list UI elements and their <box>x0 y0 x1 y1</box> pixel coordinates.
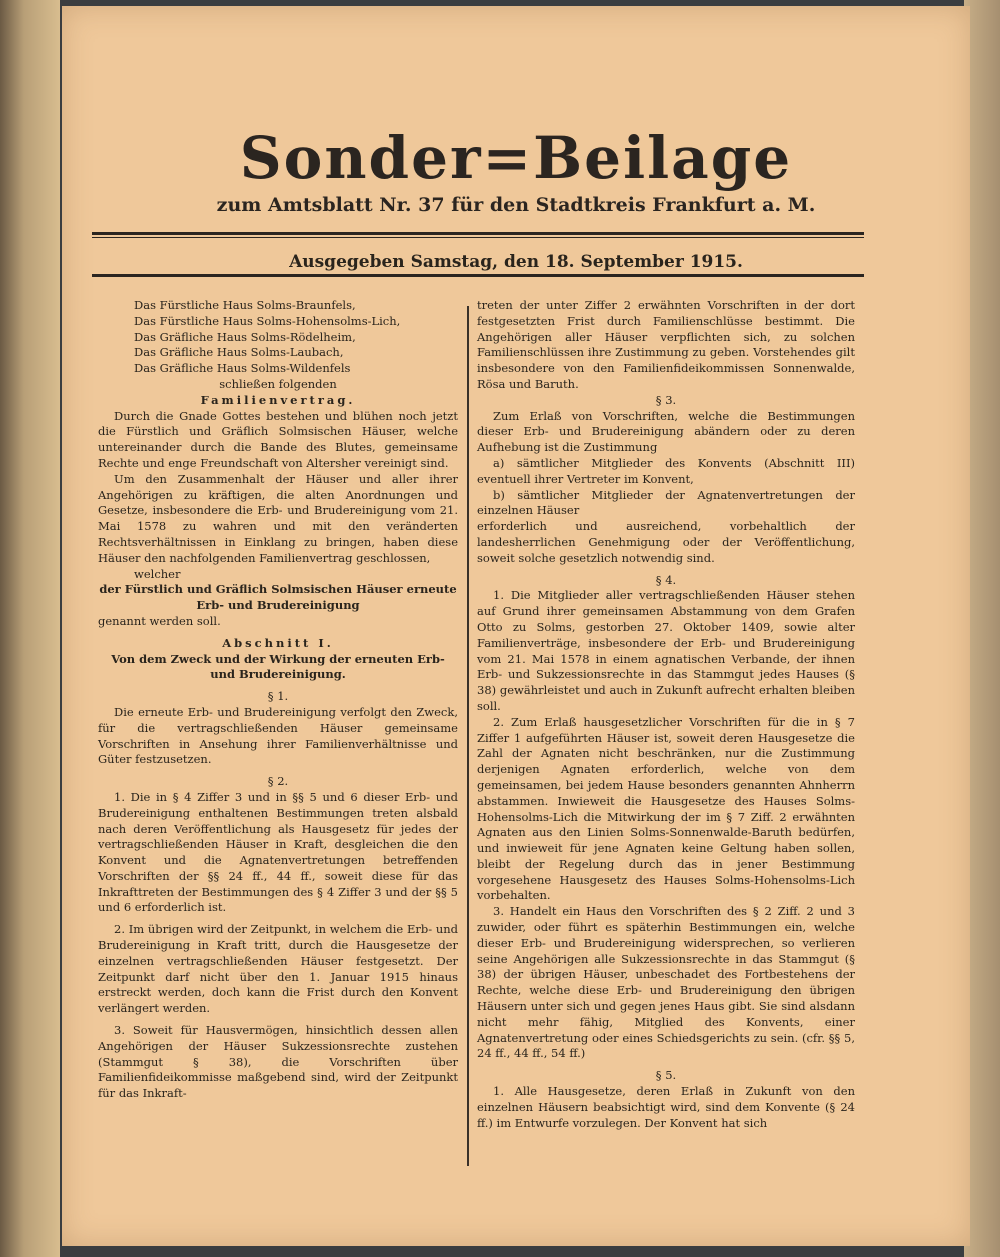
left-column <box>98 298 458 1102</box>
paragraph: 2. Im übrigen wird der Zeitpunkt, in welchem die Erb- und Brudereinigung in Kraft tritt, durch die Hausgesetze der einzelnen vertragschließenden Häuser festgesetzt. Der Zeitpunkt darf nicht über den 1. Januar 1915 hinaus erstreckt werden, doch kann die Frist durch den Konvent verlängert werden. <box>98 922 458 1016</box>
masthead-rule-top <box>92 232 864 235</box>
paragraph-number: § 4. <box>655 572 677 587</box>
paragraph: Die erneute Erb- und Brudereinigung verfolgt den Zweck, für die vertragschließenden Häuser gemeinsame Vorschriften in Ansehung ihrer Familienverhältnisse und Güter festzusetzen. <box>98 704 458 767</box>
text-line: welcher <box>134 566 181 581</box>
paragraph: 3. Soweit für Hausvermögen, hinsichtlich dessen allen Angehörigen der Häuser Sukzessionsrechte zustehen (Stammgut § 38), die Vorschriften über Familienfideikommisse maßgebend sind, wird der Zeitpunkt für das Inkraft- <box>98 1023 458 1101</box>
book-binding-left <box>0 0 60 1257</box>
paragraph: 1. Alle Hausgesetze, deren Erlaß in Zukunft von den einzelnen Häusern beabsichtigt wird, sind dem Konvente (§ 24 ff.) im Entwurfe vorzulegen. Der Konvent hat sich <box>477 1084 855 1130</box>
paragraph: Um den Zusammenhalt der Häuser und aller ihrer Angehörigen zu kräftigen, die alten Anordnungen und Gesetze, insbesondere die Erb- und Brudereinigung vom 21. Mai 1578 zu wahren und mit den veränderten Rechtsverhältnissen in Einklang zu bringen, haben diese Häuser den nachfolgenden Familienvertrag geschlossen, <box>98 471 458 565</box>
column-divider <box>467 306 469 1166</box>
paragraph-number: § 2. <box>267 774 289 789</box>
section-heading: Familienvertrag. <box>200 392 356 407</box>
section-subheading: Von dem Zweck und der Wirkung der erneuten Erb- und Brudereinigung. <box>111 651 445 682</box>
paragraph: erforderlich und ausreichend, vorbehaltlich der landesherrlichen Genehmigung oder der Veröffentlichung, soweit solche gesetzlich notwendig sind. <box>477 519 855 565</box>
paragraph-number: § 5. <box>655 1068 677 1083</box>
house-line: Das Fürstliche Haus Solms-Braunfels, <box>134 298 356 312</box>
paragraph: 2. Zum Erlaß hausgesetzlicher Vorschriften für die in § 7 Ziffer 1 aufgeführten Häuser ist, soweit deren Hausgesetze die Zahl der Agnaten nicht beschränken, nur die Zustimmung derjenigen Agnaten erforderlich, welche von dem gemeinsamen, bei jedem Hause besonders genannten Ahnherrn abstammen. Inwieweit die Hausgesetze des Hauses Solms-Hohensolms-Lich die Mitwirkung der im § 7 Ziff. 2 erwähnten Agnaten aus den Linien Solms-Sonnenwalde-Baruth bedürfen, und inwieweit für jene Agnaten keine Geltung haben sollen, bleibt der Regelung durch das in jener Bestimmung vorgesehene Hausgesetz des Hauses Solms-Hohensolms-Lich vorbehalten. <box>477 714 855 903</box>
paragraph: 1. Die Mitglieder aller vertragschließenden Häuser stehen auf Grund ihrer gemeinsamen Abstammung von dem Grafen Otto zu Solms, gestorben 27. Oktober 1409, sowie alter Familienverträge, insbesondere der Erb- und Brudereinigung vom 21. Mai 1578 in einem agnatischen Verbande, der ihnen Erb- und Sukzessionsrechte in das Stammgut jedes Hauses (§ 38) gewährleistet und auch in Zukunft aufrecht erhalten bleiben soll. <box>477 588 855 713</box>
list-item: a) sämtlicher Mitglieder des Konvents (Abschnitt III) eventuell ihrer Vertreter im Konvent, <box>477 455 855 486</box>
house-line: Das Gräfliche Haus Solms-Wildenfels <box>134 361 351 376</box>
house-line: Das Fürstliche Haus Solms-Hohensolms-Lich, <box>134 313 401 328</box>
right-column <box>477 298 855 1131</box>
paragraph: 1. Die in § 4 Ziffer 3 und in §§ 5 und 6 dieser Erb- und Brudereinigung enthaltenen Bestimmungen treten alsbald nach deren Veröffentlichung als Hausgesetz für jedes der vertragschließenden Häuser in Kraft, desgleichen die den Konvent und die Agnatenvertretungen betreffenden Vorschriften der §§ 24 ff., 44 ff., soweit diese für das Inkrafttreten der Bestimmungen des § 4 Ziffer 3 und der §§ 5 und 6 erforderlich ist. <box>98 789 458 915</box>
newspaper-page <box>62 6 970 1246</box>
paragraph-number: § 3. <box>655 392 677 407</box>
house-line: Das Gräfliche Haus Solms-Laubach, <box>134 345 344 360</box>
text-line: schließen folgenden <box>219 376 337 391</box>
page-title: Sonder=Beilage <box>239 124 793 192</box>
paragraph-number: § 1. <box>267 689 289 704</box>
page-subtitle: zum Amtsblatt Nr. 37 für den Stadtkreis Frankfurt a. M. <box>216 194 816 216</box>
section-heading: Abschnitt I. <box>222 635 334 650</box>
paragraph: treten der unter Ziffer 2 erwähnten Vorschriften in der dort festgesetzten Frist durch Familienschlüsse bestimmt. Die Angehörigen aller Häuser verpflichten sich, zu solchen Familienschlüssen ihre Zustimmung zu geben. Vorstehendes gilt insbesondere von den Familienfideikommissen Sonnenwalde, Rösa und Baruth. <box>477 298 855 391</box>
text-line: genannt werden soll. <box>98 613 221 628</box>
paragraph: Durch die Gnade Gottes bestehen und blühen noch jetzt die Fürstlich und Gräflich Solmsischen Häuser, welche untereinander durch die Bande des Blutes, gemeinsame Rechte und enge Freundschaft von Altersher vereinigt sind. <box>98 408 458 470</box>
list-item: b) sämtlicher Mitglieder der Agnatenvertretungen der einzelnen Häuser <box>477 487 855 518</box>
masthead-rule-bottom <box>92 274 864 277</box>
masthead <box>62 126 970 216</box>
paragraph: 3. Handelt ein Haus den Vorschriften des § 2 Ziff. 2 und 3 zuwider, oder führt es späterhin Bestimmungen ein, welche dieser Erb- und Brudereinigung widersprechen, so verlieren seine Angehörigen alle Sukzessionsrechte in das Stammgut (§ 38) der übrigen Häuser, unbeschadet des Fortbestehens der Rechte, welche diese Erb- und Brudereinigung den übrigen Häusern unter sich und gegen jenes Haus gibt. Sie sind alsdann nicht mehr fähig, Mitglied des Konvents, einer Agnatenvertretung oder eines Schiedsgerichts zu sein. (cfr. §§ 5, 24 ff., 44 ff., 54 ff.) <box>477 904 855 1061</box>
house-line: Das Gräfliche Haus Solms-Rödelheim, <box>134 329 356 344</box>
masthead-rule-top-thin <box>92 237 864 238</box>
bold-title: der Fürstlich und Gräflich Solmsischen Häuser erneute Erb- und Brudereinigung <box>99 582 457 613</box>
paragraph: Zum Erlaß von Vorschriften, welche die Bestimmungen dieser Erb- und Brudereinigung abändern oder zu deren Aufhebung ist die Zustimmung <box>477 408 855 455</box>
issue-date: Ausgegeben Samstag, den 18. September 1915. <box>289 252 743 272</box>
